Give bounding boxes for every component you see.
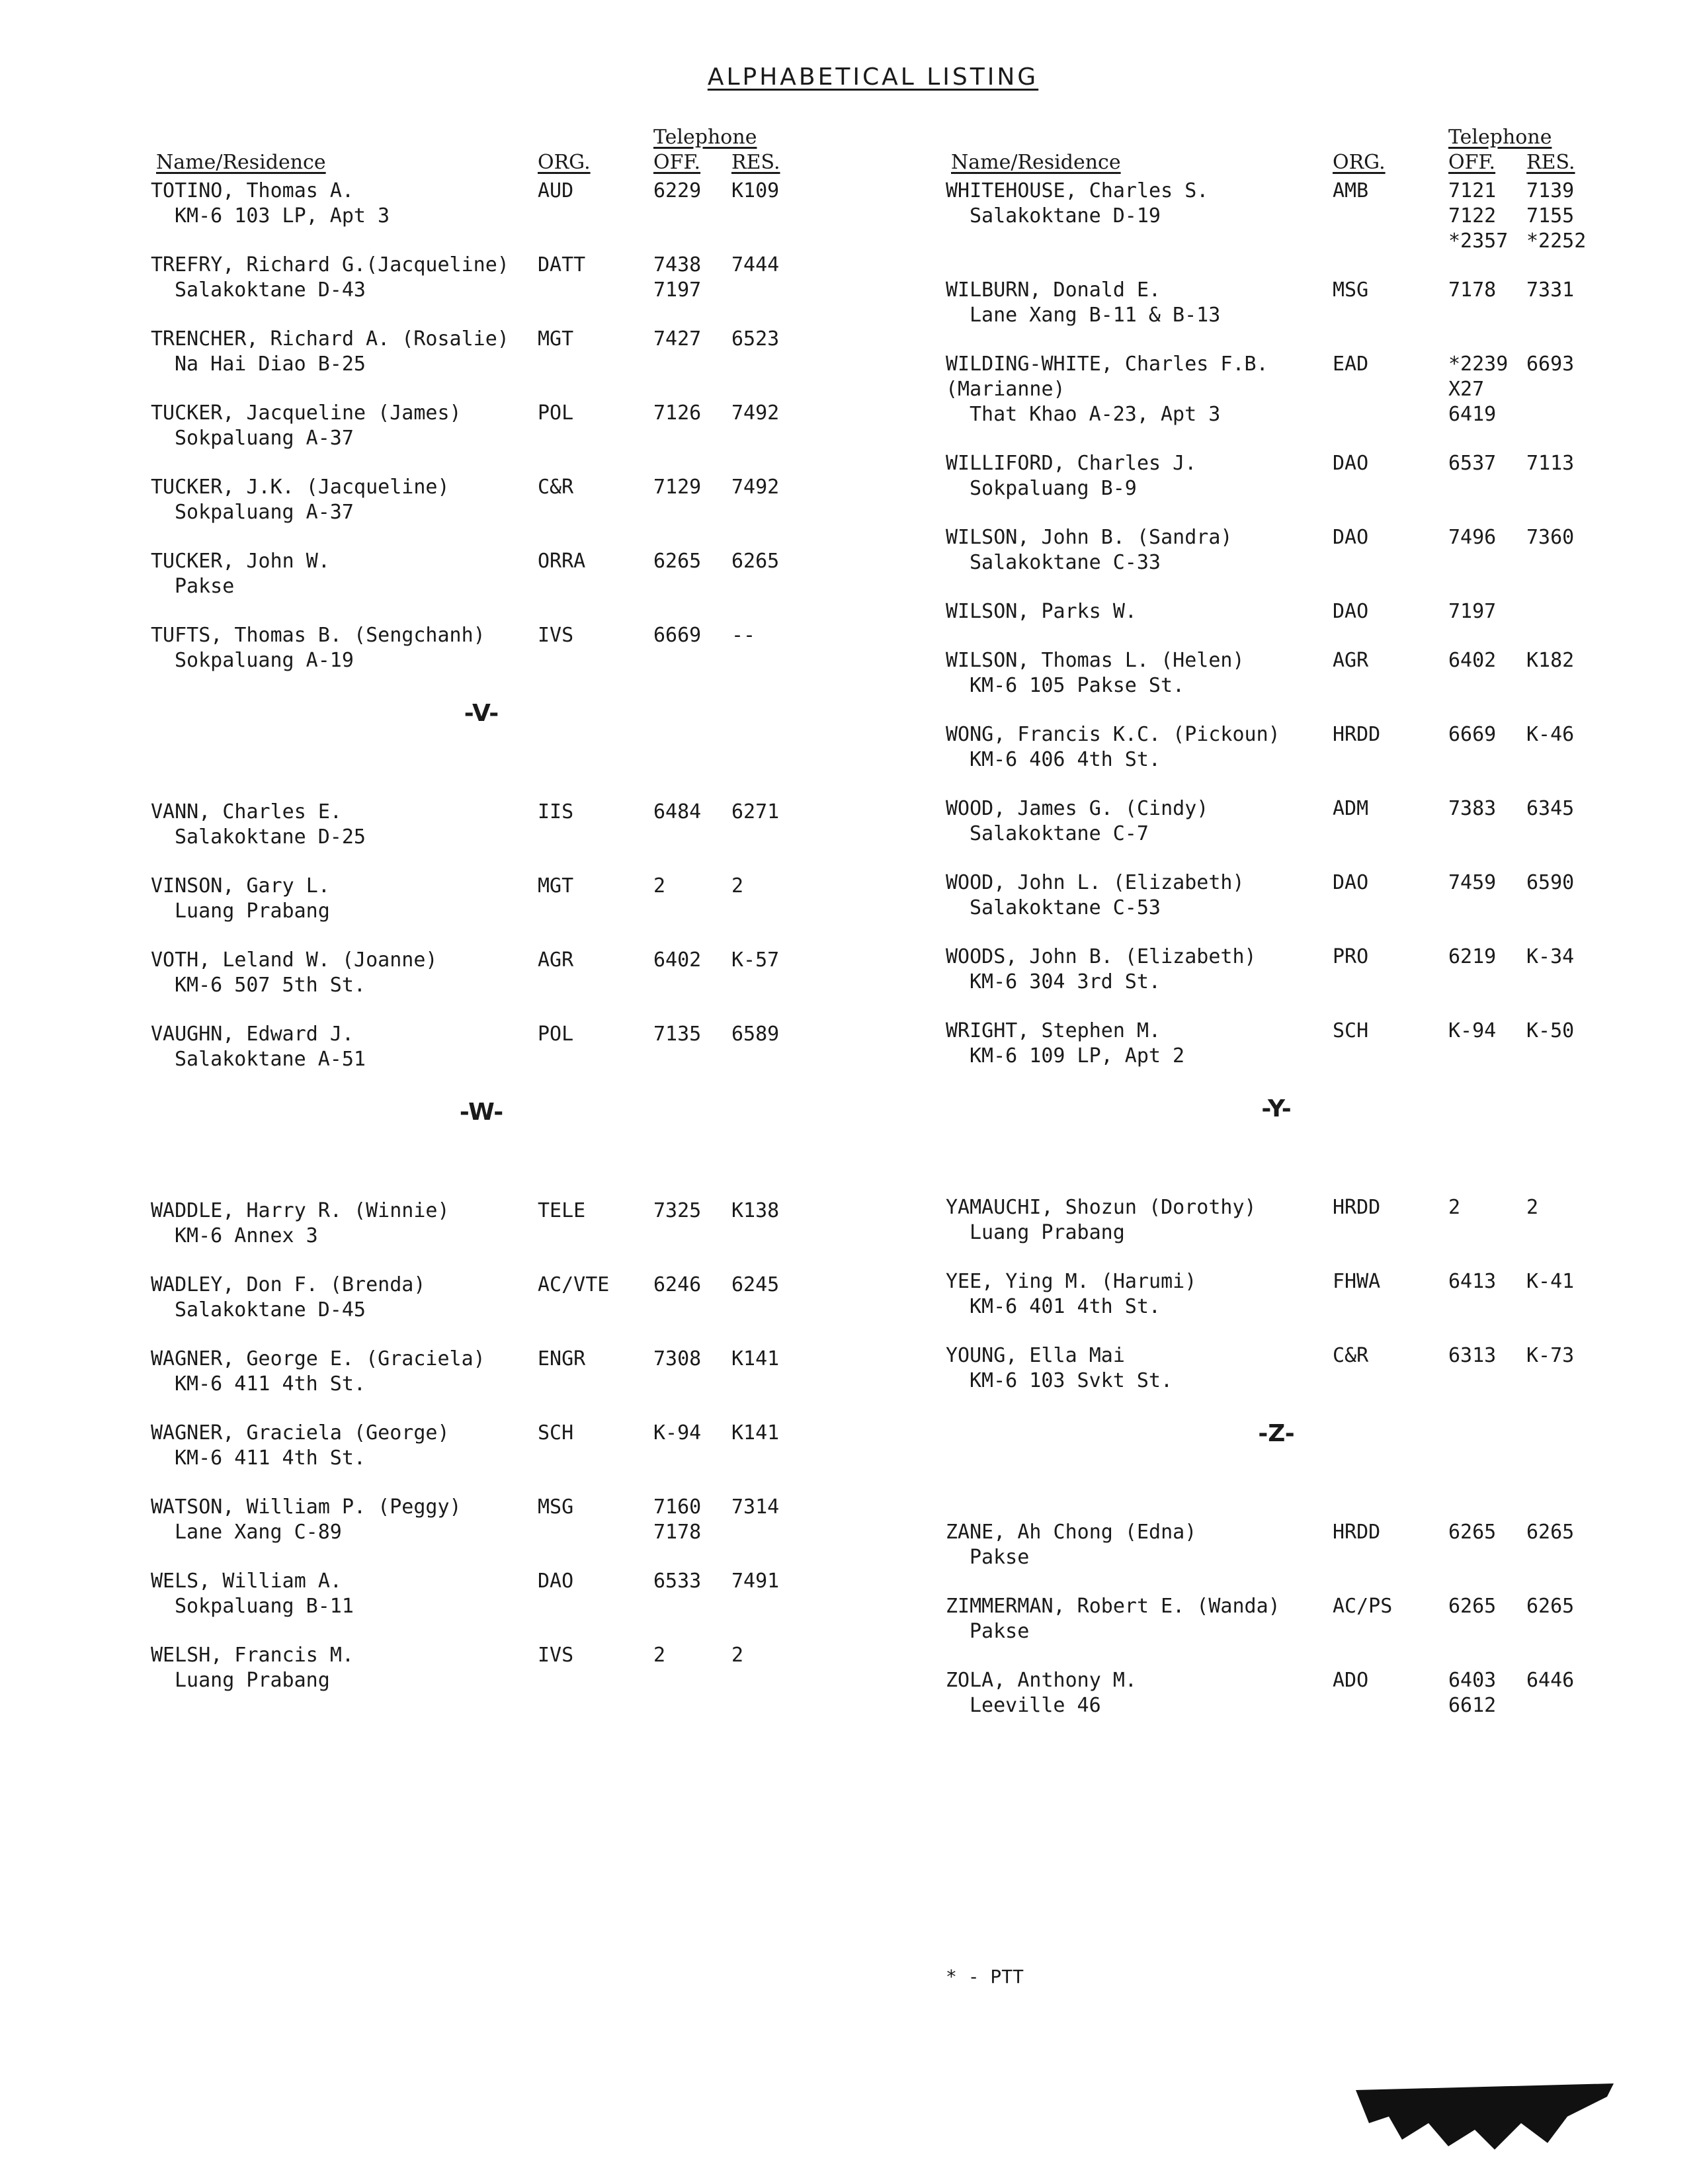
name-residence-header: Name/Residence	[156, 151, 326, 174]
entry-name: VOTH, Leland W. (Joanne)	[151, 948, 438, 972]
directory-entry	[151, 1347, 812, 1397]
entry-res-phone: K-50	[1526, 1019, 1575, 1042]
entry-off-phone: 6402	[1448, 649, 1497, 672]
entry-residence: Luang Prabang	[175, 900, 330, 923]
entry-residence: KM-6 105 Pakse St.	[970, 674, 1185, 697]
entry-residence: Salakoktane D-45	[175, 1298, 366, 1322]
entry-residence: KM-6 Annex 3	[175, 1224, 318, 1247]
directory-entry	[946, 1195, 1607, 1245]
entry-org: HRDD	[1333, 723, 1381, 746]
ink-smudge	[1349, 2077, 1627, 2156]
directory-entry	[151, 401, 812, 451]
entry-off-phone: 6484	[653, 800, 702, 823]
off-header: OFF.	[653, 151, 701, 174]
entry-off-phone: *2239 X27 6419	[1448, 353, 1509, 426]
entry-residence: Salakoktane C-33	[970, 551, 1161, 574]
entry-org: ORRA	[538, 550, 586, 573]
entry-residence: Salakoktane D-19	[970, 204, 1161, 228]
entry-res-phone: 6245	[731, 1273, 780, 1296]
entry-residence: Sokpaluang A-37	[175, 501, 354, 524]
entry-name: WILSON, Thomas L. (Helen)	[946, 649, 1245, 672]
entry-res-phone: 7444	[731, 253, 780, 276]
entry-residence: Salakoktane C-7	[970, 822, 1149, 845]
entry-name: WOOD, James G. (Cindy)	[946, 797, 1209, 820]
entry-residence: Lane Xang B-11 & B-13	[970, 304, 1221, 327]
directory-entry	[946, 722, 1607, 773]
directory-entry	[946, 1269, 1607, 1320]
entry-name: VINSON, Gary L.	[151, 874, 330, 898]
entry-org: MGT	[538, 327, 574, 351]
entry-name: WAGNER, Graciela (George)	[151, 1421, 450, 1445]
section-heading: -V-	[464, 700, 499, 727]
entry-name: ZOLA, Anthony M.	[946, 1669, 1137, 1692]
entry-name: WILLIFORD, Charles J.	[946, 452, 1197, 475]
entry-org: PRO	[1333, 945, 1369, 968]
entry-residence: KM-6 406 4th St.	[970, 748, 1161, 771]
entry-org: IVS	[538, 1644, 574, 1667]
entry-org: POL	[538, 1023, 574, 1046]
directory-entry	[946, 352, 1607, 427]
entry-res-phone: 6345	[1526, 797, 1575, 820]
entry-res-phone: 6265	[731, 550, 780, 573]
entry-off-phone: 7308	[653, 1347, 702, 1370]
entry-res-phone: 6446	[1526, 1669, 1575, 1692]
directory-entry	[151, 1198, 812, 1249]
res-header: RES.	[731, 151, 780, 174]
entry-residence: Luang Prabang	[970, 1221, 1125, 1244]
entry-off-phone: 6402	[653, 948, 702, 972]
entry-org: ADM	[1333, 797, 1369, 820]
entry-res-phone: K-73	[1526, 1344, 1575, 1367]
entry-name: TUCKER, J.K. (Jacqueline)	[151, 476, 450, 499]
entry-org: C&R	[1333, 1344, 1369, 1367]
entry-res-phone: 7360	[1526, 526, 1575, 549]
directory-entry	[151, 1022, 812, 1072]
entry-name: TOTINO, Thomas A.	[151, 179, 354, 202]
entry-org: HRDD	[1333, 1521, 1381, 1544]
entry-residence: Salakoktane D-25	[175, 825, 366, 849]
entry-name: TUCKER, Jacqueline (James)	[151, 401, 462, 425]
entry-off-phone: 6669	[653, 624, 702, 647]
entry-name: WAGNER, George E. (Graciela)	[151, 1347, 485, 1370]
directory-entry	[946, 945, 1607, 995]
directory-entry	[151, 253, 812, 303]
entry-off-phone: 7178	[1448, 278, 1497, 302]
entry-residence: Lane Xang C-89	[175, 1521, 342, 1544]
entry-org: DAO	[1333, 452, 1369, 475]
entry-res-phone: K109	[731, 179, 780, 202]
entry-residence: Na Hai Diao B-25	[175, 353, 366, 376]
entry-res-phone: K141	[731, 1421, 780, 1445]
entry-org: TELE	[538, 1199, 586, 1222]
entry-res-phone: K141	[731, 1347, 780, 1370]
entry-res-phone: 6265	[1526, 1521, 1575, 1544]
entry-res-phone: K138	[731, 1199, 780, 1222]
entry-org: C&R	[538, 476, 574, 499]
entry-residence: KM-6 411 4th St.	[175, 1447, 366, 1470]
entry-off-phone: 7197	[1448, 600, 1497, 623]
entry-off-phone: 7427	[653, 327, 702, 351]
entry-residence: Pakse	[175, 575, 235, 598]
entry-residence: Sokpaluang A-37	[175, 427, 354, 450]
entry-off-phone: 7496	[1448, 526, 1497, 549]
directory-entry	[946, 278, 1607, 328]
directory-entry	[151, 874, 812, 924]
entry-name: WILDING-WHITE, Charles F.B. (Marianne)	[946, 353, 1268, 401]
entry-off-phone: 7459	[1448, 871, 1497, 894]
entry-org: DAO	[1333, 600, 1369, 623]
directory-entry	[151, 1273, 812, 1323]
entry-org: AC/VTE	[538, 1273, 610, 1296]
entry-off-phone: 6265	[653, 550, 702, 573]
right-column	[946, 126, 1607, 1742]
entry-org: AC/PS	[1333, 1595, 1393, 1618]
entry-res-phone: K-41	[1526, 1270, 1575, 1293]
entry-res-phone: --	[731, 624, 756, 647]
entry-name: WOODS, John B. (Elizabeth)	[946, 945, 1257, 968]
entry-off-phone: 7135	[653, 1023, 702, 1046]
entry-residence: KM-6 103 LP, Apt 3	[175, 204, 390, 228]
entry-off-phone: 7121 7122 *2357	[1448, 179, 1509, 253]
entry-residence: Pakse	[970, 1546, 1030, 1569]
section-heading: -Y-	[1261, 1095, 1292, 1122]
entry-org: IIS	[538, 800, 574, 823]
entry-off-phone: K-94	[653, 1421, 702, 1445]
entry-off-phone: 2	[1448, 1196, 1461, 1219]
entry-res-phone: 7113	[1526, 452, 1575, 475]
entry-off-phone: 7325	[653, 1199, 702, 1222]
entry-name: WELSH, Francis M.	[151, 1644, 354, 1667]
entry-org: AGR	[538, 948, 574, 972]
entry-name: TRENCHER, Richard A. (Rosalie)	[151, 327, 509, 351]
entry-off-phone: 6265	[1448, 1521, 1497, 1544]
entry-off-phone: 6403 6612	[1448, 1669, 1497, 1717]
section-heading: -Z-	[1258, 1420, 1295, 1447]
entry-off-phone: 6537	[1448, 452, 1497, 475]
entry-residence: Salakoktane C-53	[970, 896, 1161, 919]
entry-residence: KM-6 103 Svkt St.	[970, 1369, 1173, 1392]
entry-org: DATT	[538, 253, 586, 276]
entry-res-phone: K182	[1526, 649, 1575, 672]
entry-name: WOOD, John L. (Elizabeth)	[946, 871, 1245, 894]
entry-off-phone: 2	[653, 874, 666, 898]
entry-off-phone: 6533	[653, 1570, 702, 1593]
entry-name: WILSON, Parks W.	[946, 600, 1137, 623]
entry-off-phone: 7438 7197	[653, 253, 702, 302]
entry-name: WATSON, William P. (Peggy)	[151, 1495, 462, 1519]
footnote: * - PTT	[946, 1966, 1024, 1988]
entry-res-phone: 7139 7155 *2252	[1526, 179, 1587, 253]
entry-org: ENGR	[538, 1347, 586, 1370]
entry-name: WHITEHOUSE, Charles S.	[946, 179, 1209, 202]
telephone-header: Telephone	[653, 126, 757, 149]
directory-entry	[151, 623, 812, 673]
off-header: OFF.	[1448, 151, 1496, 174]
left-listing	[151, 179, 812, 1693]
entry-res-phone: K-46	[1526, 723, 1575, 746]
directory-entry	[946, 796, 1607, 847]
directory-entry	[946, 1019, 1607, 1069]
entry-residence: KM-6 411 4th St.	[175, 1372, 366, 1396]
entry-name: WADLEY, Don F. (Brenda)	[151, 1273, 426, 1296]
directory-entry	[946, 1520, 1607, 1570]
directory-entry	[151, 549, 812, 599]
entry-name: VANN, Charles E.	[151, 800, 342, 823]
entry-off-phone: 7383	[1448, 797, 1497, 820]
entry-res-phone: 2	[731, 1644, 744, 1667]
entry-name: VAUGHN, Edward J.	[151, 1023, 354, 1046]
org-header: ORG.	[1333, 151, 1386, 174]
entry-name: WONG, Francis K.C. (Pickoun)	[946, 723, 1280, 746]
entry-res-phone: 6523	[731, 327, 780, 351]
entry-org: SCH	[538, 1421, 574, 1445]
entry-org: MSG	[1333, 278, 1369, 302]
entry-res-phone: 7491	[731, 1570, 780, 1593]
directory-entry	[151, 179, 812, 229]
right-listing	[946, 179, 1607, 1718]
entry-res-phone: 2	[1526, 1196, 1539, 1219]
entry-residence: KM-6 507 5th St.	[175, 974, 366, 997]
telephone-header: Telephone	[1448, 126, 1552, 149]
entry-residence: Leeville 46	[970, 1694, 1101, 1717]
entry-org: SCH	[1333, 1019, 1369, 1042]
res-header: RES.	[1526, 151, 1575, 174]
entry-org: DAO	[1333, 526, 1369, 549]
directory-entry	[946, 648, 1607, 698]
entry-org: FHWA	[1333, 1270, 1381, 1293]
entry-residence: Sokpaluang B-11	[175, 1595, 354, 1618]
entry-name: TREFRY, Richard G.(Jacqueline)	[151, 253, 509, 276]
left-column	[151, 126, 812, 1717]
directory-entry	[946, 525, 1607, 575]
entry-residence: Sokpaluang A-19	[175, 649, 354, 672]
directory-entry	[151, 1421, 812, 1471]
entry-residence: Salakoktane A-51	[175, 1048, 366, 1071]
entry-org: MGT	[538, 874, 574, 898]
entry-residence: Salakoktane D-43	[175, 278, 366, 302]
directory-entry	[151, 948, 812, 998]
left-column-header	[151, 126, 812, 179]
entry-off-phone: 6246	[653, 1273, 702, 1296]
entry-name: WADDLE, Harry R. (Winnie)	[151, 1199, 450, 1222]
entry-residence: Sokpaluang B-9	[970, 477, 1137, 500]
entry-res-phone: 7331	[1526, 278, 1575, 302]
entry-res-phone: K-57	[731, 948, 780, 972]
entry-residence: That Khao A-23, Apt 3	[970, 403, 1221, 426]
entry-org: ADO	[1333, 1669, 1369, 1692]
entry-res-phone: 7314	[731, 1495, 780, 1519]
entry-off-phone: 6229	[653, 179, 702, 202]
entry-res-phone: 7492	[731, 476, 780, 499]
entry-off-phone: K-94	[1448, 1019, 1497, 1042]
directory-entry	[151, 475, 812, 525]
section-heading: -W-	[459, 1099, 504, 1126]
entry-residence: Pakse	[970, 1620, 1030, 1643]
entry-org: AMB	[1333, 179, 1369, 202]
entry-res-phone: 2	[731, 874, 744, 898]
entry-name: ZANE, Ah Chong (Edna)	[946, 1521, 1197, 1544]
directory-entry	[151, 1569, 812, 1619]
entry-off-phone: 6219	[1448, 945, 1497, 968]
entry-res-phone: 7492	[731, 401, 780, 425]
entry-name: YAMAUCHI, Shozun (Dorothy)	[946, 1196, 1257, 1219]
entry-res-phone: 6590	[1526, 871, 1575, 894]
entry-org: AGR	[1333, 649, 1369, 672]
org-header: ORG.	[538, 151, 591, 174]
entry-name: YEE, Ying M. (Harumi)	[946, 1270, 1197, 1293]
directory-entry	[946, 1668, 1607, 1718]
entry-name: TUFTS, Thomas B. (Sengchanh)	[151, 624, 485, 647]
entry-residence: KM-6 109 LP, Apt 2	[970, 1044, 1185, 1068]
entry-off-phone: 2	[653, 1644, 666, 1667]
entry-name: ZIMMERMAN, Robert E. (Wanda)	[946, 1595, 1280, 1618]
directory-entry	[151, 800, 812, 850]
directory-entry	[151, 1495, 812, 1545]
entry-org: MSG	[538, 1495, 574, 1519]
entry-org: IVS	[538, 624, 574, 647]
page-title: ALPHABETICAL LISTING	[707, 63, 1039, 91]
entry-off-phone: 6413	[1448, 1270, 1497, 1293]
entry-name: WILBURN, Donald E.	[946, 278, 1161, 302]
entry-org: POL	[538, 401, 574, 425]
entry-name: TUCKER, John W.	[151, 550, 330, 573]
directory-entry	[946, 179, 1607, 254]
entry-res-phone: 6693	[1526, 353, 1575, 376]
directory-entry	[946, 1343, 1607, 1394]
entry-org: EAD	[1333, 353, 1369, 376]
entry-residence: KM-6 401 4th St.	[970, 1295, 1161, 1318]
entry-off-phone: 6669	[1448, 723, 1497, 746]
entry-name: WRIGHT, Stephen M.	[946, 1019, 1161, 1042]
entry-org: DAO	[1333, 871, 1369, 894]
directory-entry	[946, 599, 1607, 624]
entry-off-phone: 6265	[1448, 1595, 1497, 1618]
directory-entry	[946, 870, 1607, 921]
directory-entry	[946, 1594, 1607, 1644]
entry-name: YOUNG, Ella Mai	[946, 1344, 1125, 1367]
entry-name: WILSON, John B. (Sandra)	[946, 526, 1233, 549]
right-column-header	[946, 126, 1607, 179]
entry-name: WELS, William A.	[151, 1570, 342, 1593]
entry-off-phone: 7129	[653, 476, 702, 499]
entry-off-phone: 7126	[653, 401, 702, 425]
entry-org: DAO	[538, 1570, 574, 1593]
entry-res-phone: 6271	[731, 800, 780, 823]
entry-off-phone: 7160 7178	[653, 1495, 702, 1544]
name-residence-header: Name/Residence	[951, 151, 1121, 174]
directory-entry	[151, 327, 812, 377]
entry-res-phone: K-34	[1526, 945, 1575, 968]
entry-org: HRDD	[1333, 1196, 1381, 1219]
entry-off-phone: 6313	[1448, 1344, 1497, 1367]
entry-org: AUD	[538, 179, 574, 202]
directory-entry	[946, 451, 1607, 501]
directory-entry	[151, 1643, 812, 1693]
entry-res-phone: 6265	[1526, 1595, 1575, 1618]
entry-res-phone: 6589	[731, 1023, 780, 1046]
entry-residence: Luang Prabang	[175, 1669, 330, 1692]
entry-residence: KM-6 304 3rd St.	[970, 970, 1161, 993]
